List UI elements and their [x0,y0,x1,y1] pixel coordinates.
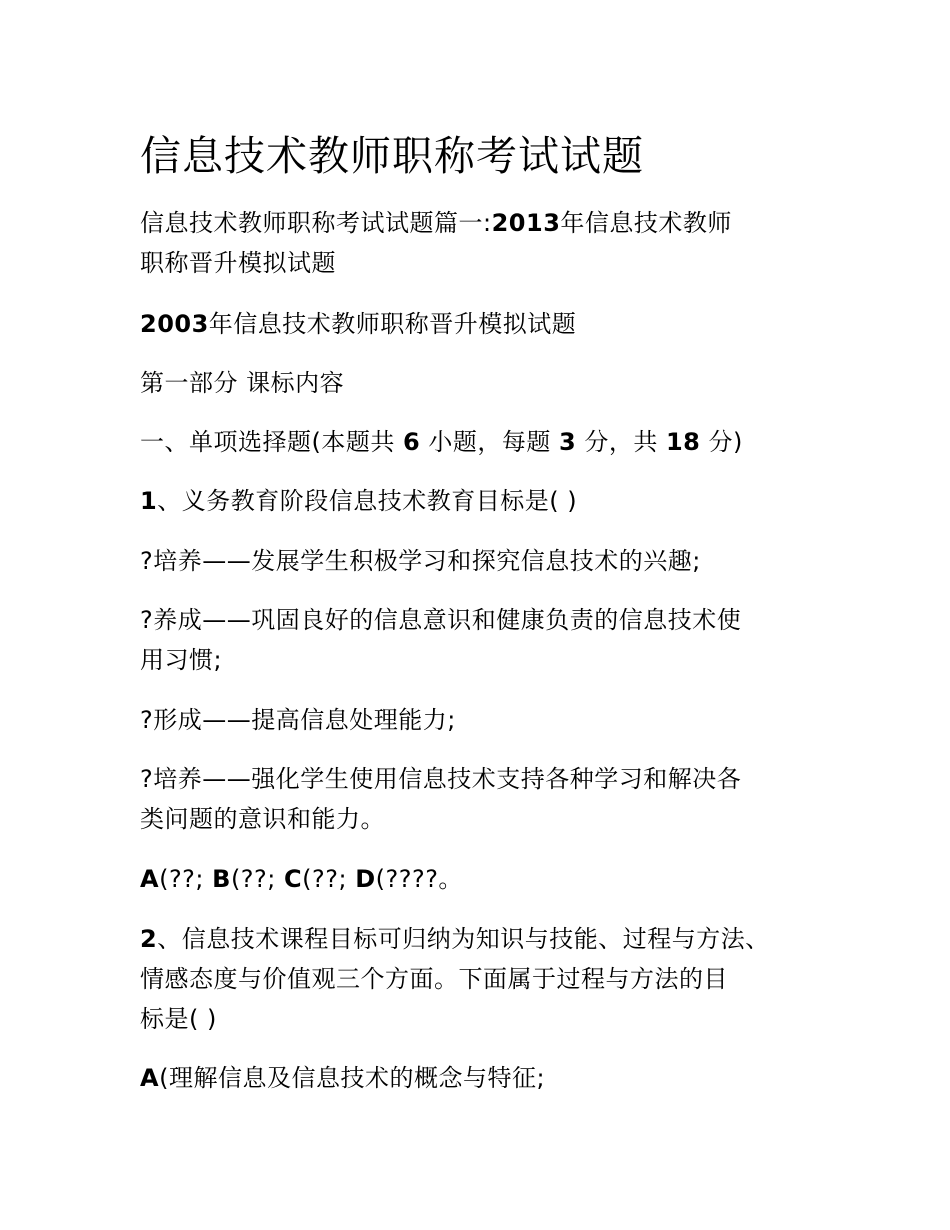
option-letter: D [355,865,376,893]
text-span-bold: 18 [665,428,701,456]
text-span: 分) [708,428,743,456]
option-letter: A [140,865,160,893]
text-span: 用习惯; [140,646,223,674]
text-span: 、义务教育阶段信息技术教育目标是( ) [157,487,578,515]
text-span: (??; [302,865,356,893]
text-span: 类问题的意识和能力。 [140,805,385,833]
text-span: 年信息技术教师 [560,209,732,237]
text-span-bold: 2013 [491,209,561,237]
text-span-bold: 3 [559,428,577,456]
paragraph-goal-4 [140,759,820,839]
text-span: ?养成——巩固良好的信息意识和健康负责的信息技术使 [140,606,742,634]
text-span: 年信息技术教师职称晋升模拟试题 [208,310,577,338]
document-title: 信息技术教师职称考试试题 [140,132,644,180]
question-number: 1 [140,487,158,515]
paragraph-part-heading: 第一部分 课标内容 [140,369,345,397]
question-2 [140,919,820,1039]
text-span: 分，共 [584,428,658,456]
text-span: 小题，每题 [428,428,551,456]
paragraph-goal-1: ?培养——发展学生积极学习和探究信息技术的兴趣; [140,547,701,575]
option-letter: B [212,865,231,893]
text-span-bold: 2003 [140,310,209,338]
paragraph-section-heading [140,422,820,462]
text-span: (????。 [375,865,463,893]
text-span: ?培养——强化学生使用信息技术支持各种学习和解决各 [140,765,742,793]
paragraph-subtitle [140,304,820,344]
paragraph-source-title [140,203,820,283]
text-span-bold: 6 [403,428,421,456]
text-span: (理解信息及信息技术的概念与特征; [159,1064,546,1092]
answer-options-q1 [140,859,820,899]
answer-option-a-q2 [140,1058,820,1098]
text-span: 情感态度与价值观三个方面。下面属于过程与方法的目 [140,965,728,993]
text-span: 标是( ) [140,1005,217,1033]
text-span: 信息技术教师职称考试试题篇一: [140,209,492,237]
text-span: (??; [159,865,213,893]
text-span: 一、单项选择题(本题共 [140,428,395,456]
text-span: 、信息技术课程目标可归纳为知识与技能、过程与方法、 [157,925,770,953]
paragraph-goal-3: ?形成——提高信息处理能力; [140,706,456,734]
option-letter: C [284,865,303,893]
question-number: 2 [140,925,158,953]
option-letter: A [140,1064,160,1092]
text-span: (??; [230,865,284,893]
question-1 [140,481,820,521]
paragraph-goal-2 [140,600,820,680]
text-span: 职称晋升模拟试题 [140,249,336,277]
